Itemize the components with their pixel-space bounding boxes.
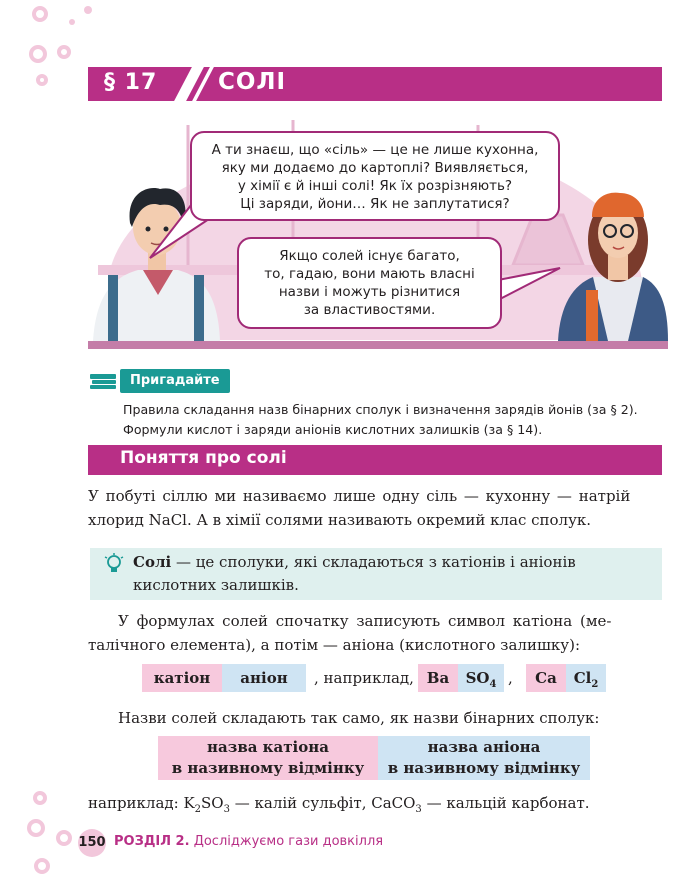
book-icon [90,372,118,390]
anion-name-cell [378,736,590,780]
remember-text [123,400,663,440]
lightbulb-icon [103,553,125,575]
example-label: , наприклад, [314,669,414,687]
cation-cell: катіон [142,664,222,692]
bubble-line: назви і можуть різнитися [278,284,461,300]
cell-line: назва катіона [207,738,329,756]
bubble-line: то, гадаю, вони мають власні [264,266,475,282]
example-text: наприклад: K [88,794,195,812]
definition-text [133,551,576,597]
remember-line: Формули кислот і заряди аніонів кислотних залишків (за § 14). [123,422,543,437]
definition-line: кислотних залишків. [133,576,299,594]
example2-cation: Ca [526,664,566,692]
remember-line: Правила складання назв бінарних сполук і визначення зарядів йонів (за § 2). [123,402,638,417]
formula-subscript: 2 [194,804,202,815]
example1-cation: Ba [418,664,458,692]
example-text: — калій сульфіт, CaCO [229,794,416,812]
remember-badge: Пригадайте [120,369,230,393]
paragraph-line: талічного елемента), а потім — аніона (кислотного залишку): [88,636,581,654]
cell-line: в називному відмінку [387,759,581,777]
page-number: 150 [78,829,106,857]
example1-anion [458,664,504,692]
speech-bubble-boy [190,131,560,221]
definition-term: Солі [133,553,172,571]
section-number: § 17 [104,70,158,95]
formula-subscript: 3 [223,804,230,815]
formula-text: SO [465,669,490,687]
formula-subscript: 2 [591,679,599,690]
cation-name-cell [158,736,378,780]
section-title: Поняття про солі [120,448,287,468]
bubble-line: Ці заряди, йони… Як не заплутатися? [240,196,510,212]
bubble-line: за властивостями. [303,302,436,318]
bubble-line: у хімії є й інші солі! Як їх розрізняють? [237,178,513,194]
formula-text: Cl [573,669,592,687]
example-text: — кальцій карбонат. [421,794,590,812]
cell-line: в називному відмінку [171,759,365,777]
speech-bubble-girl [237,237,502,329]
chapter-label: РОЗДІЛ 2. [114,834,190,849]
bubble-line: яку ми додаємо до картоплі? Виявляється, [221,160,529,176]
cell-line: назва аніона [427,738,541,756]
formula-subscript: 3 [415,804,422,815]
formula-subscript: 4 [489,679,497,690]
example-line [88,791,590,822]
bubble-line: Якщо солей існує багато, [279,248,460,264]
definition-rest: — це сполуки, які складаються з катіонів і аніонів [171,553,576,571]
paragraph-line: У побуті сіллю ми називаємо лише одну сіль — кухонну — натрій [88,487,631,505]
example2-anion [566,664,606,692]
bubble-line: А ти знаєш, що «сіль» — це не лише кухонна, [211,142,539,158]
example-separator: , [508,669,513,687]
paragraph-line: хлорид NaCl. А в хімії солями називають окремий клас сполук. [88,511,592,529]
paragraph-line: Назви солей складають так само, як назви бінарних сполук: [118,709,600,727]
paragraph-line: У формулах солей спочатку записують символ катіона (ме- [118,612,612,630]
chapter-footer [114,834,383,849]
anion-cell: аніон [222,664,306,692]
chapter-title: Досліджуємо гази довкілля [193,834,384,849]
page-title: СОЛІ [218,69,287,95]
example-text: SO [201,794,224,812]
